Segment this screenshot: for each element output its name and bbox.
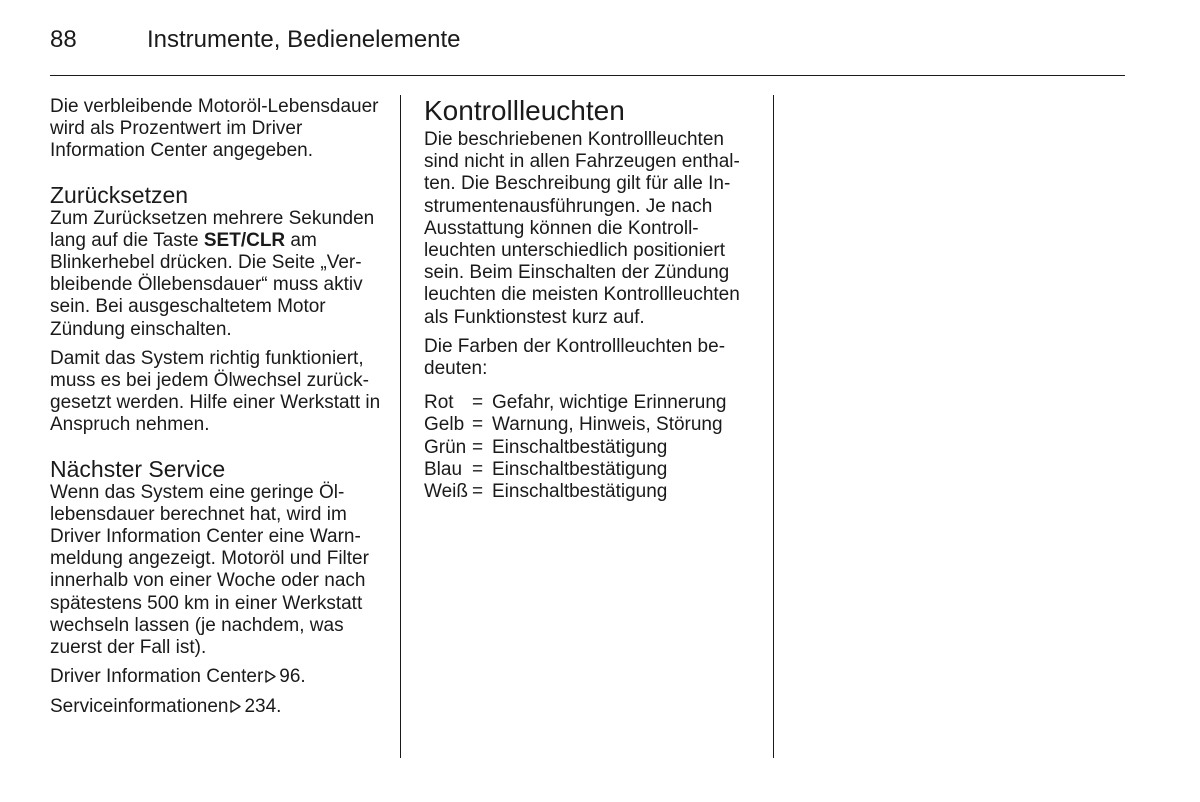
table-row [424, 437, 726, 459]
paragraph-oil-life: Die verbleibende Motoröl-Lebensdauer wird als Prozentwert im Driver Information Center angegeben. [50, 96, 379, 162]
color-meaning-table [424, 392, 726, 503]
equals-sign: = [472, 392, 484, 414]
table-row [424, 481, 726, 503]
page-reference-arrow-icon [230, 700, 241, 713]
heading-reset: Zurücksetzen [50, 181, 189, 208]
table-row [424, 459, 726, 481]
color-meaning: Einschaltbestätigung [492, 481, 668, 503]
equals-sign: = [472, 436, 484, 458]
reset-text-a: Zum Zurücksetzen mehrere Sekunden lang auf die Taste [50, 207, 375, 251]
table-row [424, 392, 726, 414]
column-right-empty [790, 96, 1125, 756]
xref-page: 96. [279, 666, 306, 688]
color-name: Blau [424, 458, 463, 480]
column-divider-right [773, 95, 774, 758]
color-meaning: Gefahr, wichtige Erinnerung [492, 392, 727, 414]
color-name: Grün [424, 436, 467, 458]
xref-label: Serviceinformationen [50, 696, 229, 718]
equals-sign: = [472, 481, 484, 503]
reset-text-b: am Blinkerhebel drücken. Die Seite „Verbleibende Öllebensdauer“ muss aktiv sein. Bei ausgeschaltetem Motor Zündung einschalten. [50, 229, 363, 340]
equals-sign: = [472, 414, 484, 436]
paragraph-colors-intro: Die Farben der Kontrollleuchten bedeuten: [424, 335, 726, 380]
color-name: Gelb [424, 414, 465, 436]
color-meaning: Einschaltbestätigung [492, 458, 668, 480]
color-name: Weiß [424, 481, 468, 503]
table-row [424, 414, 726, 436]
running-head: Instrumente, Bedienelemente [147, 26, 461, 53]
key-set-clr: SET/CLR [203, 229, 286, 251]
xref-label: Driver Information Center [50, 666, 264, 688]
column-left [50, 96, 390, 727]
paragraph-system: Damit das System richtig funktioniert, muss es bei jedem Ölwechsel zurückgesetzt werden. Hilfe einer Werkstatt in Anspruch nehmen. [50, 347, 381, 436]
heading-next-service: Nächster Service [50, 455, 226, 482]
xref-service-information[interactable] [50, 696, 390, 718]
paragraph-next-service: Wenn das System eine geringe Öllebensdauer berechnet hat, wird im Driver Information Center eine Warnmeldung angezeigt. Motoröl und Filter innerhalb von einer Woche oder nach spätestens 500 km in einer Werkstatt wechseln lassen (je nachdem, was zuerst der Fall ist). [50, 481, 369, 659]
equals-sign: = [472, 458, 484, 480]
color-name: Rot [424, 392, 454, 414]
paragraph-warning-lights: Die beschriebenen Kontrollleuchten sind nicht in allen Fahrzeugen enthalten. Die Beschreibung gilt für alle Instrumentenausführungen. Je nach Ausstattung können die Kontrollleuchten unterschiedlich positioniert sein. Beim Einschalten der Zündung leuchten die meisten Kontrollleuchten als Funktionstest kurz auf. [424, 129, 740, 328]
column-middle [424, 95, 764, 503]
color-meaning: Einschaltbestätigung [492, 436, 668, 458]
heading-warning-lights: Kontrollleuchten [424, 95, 625, 126]
column-divider-left [400, 95, 401, 758]
xref-page: 234. [244, 696, 282, 718]
page-reference-arrow-icon [265, 670, 276, 683]
header-rule [50, 75, 1125, 76]
color-meaning: Warnung, Hinweis, Störung [492, 414, 723, 436]
paragraph-reset [50, 208, 390, 341]
xref-driver-info-center[interactable] [50, 666, 390, 688]
page-number: 88 [50, 26, 77, 53]
